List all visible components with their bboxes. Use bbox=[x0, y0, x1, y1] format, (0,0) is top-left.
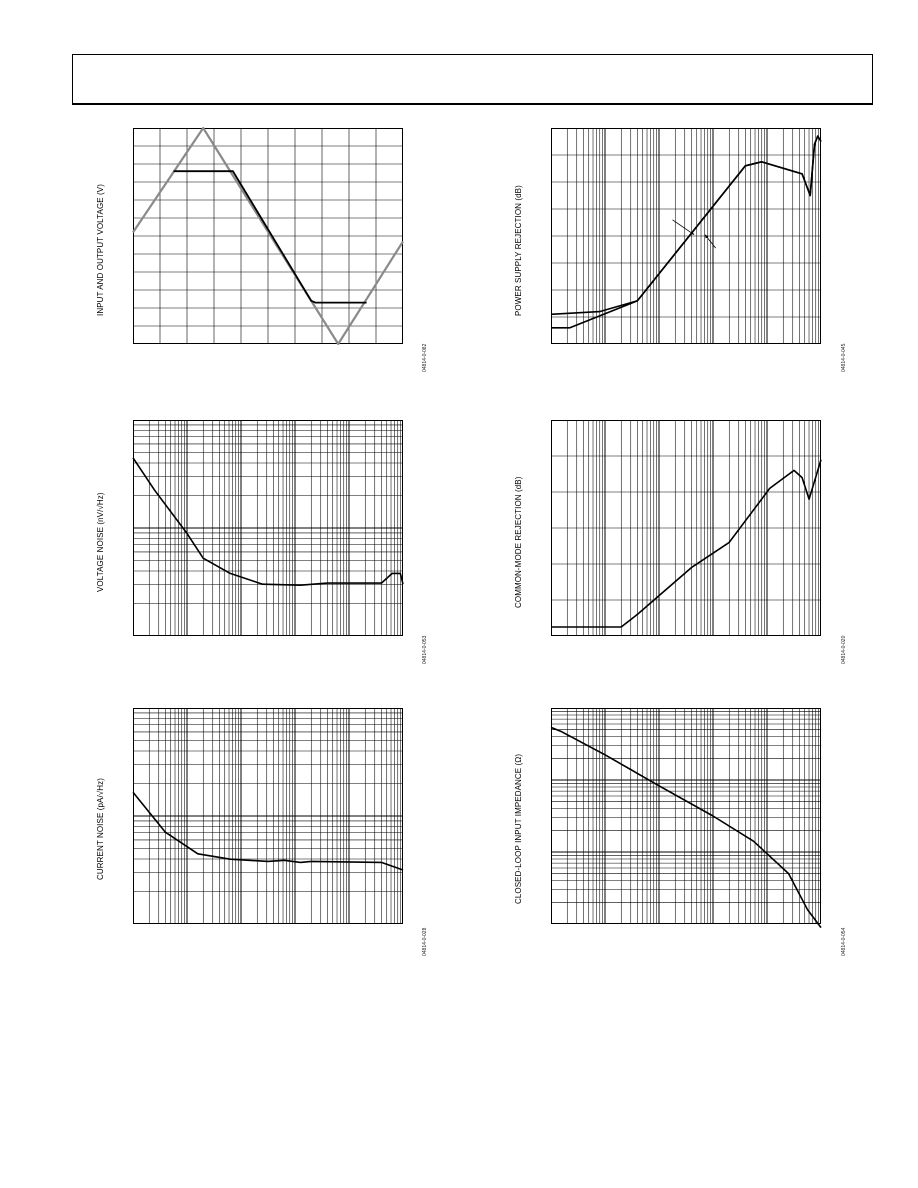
y-axis-label: CLOSED-LOOP INPUT IMPEDANCE (Ω) bbox=[514, 753, 523, 904]
figure-id: 04814-0-020 bbox=[841, 635, 847, 664]
chart-voltage-noise bbox=[133, 420, 403, 636]
chart-plot bbox=[133, 128, 403, 344]
chart-plot bbox=[133, 708, 403, 924]
chart-common-mode-rejection bbox=[551, 420, 821, 636]
figure-id: 04814-0-045 bbox=[841, 343, 847, 372]
figure-id: 04814-0-053 bbox=[422, 635, 428, 664]
y-axis-label: CURRENT NOISE (pA/√Hz) bbox=[96, 777, 105, 880]
chart-plot bbox=[551, 420, 821, 636]
y-axis-label: POWER SUPPLY REJECTION (dB) bbox=[514, 185, 523, 316]
y-axis-label: INPUT AND OUTPUT VOLTAGE (V) bbox=[96, 183, 105, 316]
chart-input-output-voltage bbox=[133, 128, 403, 344]
y-axis-label: COMMON-MODE REJECTION (dB) bbox=[514, 476, 523, 608]
chart-plot bbox=[551, 708, 821, 924]
page-header-box bbox=[72, 54, 873, 105]
chart-power-supply-rejection bbox=[551, 128, 821, 344]
y-axis-label: VOLTAGE NOISE (nV/√Hz) bbox=[96, 492, 105, 592]
figure-id: 04814-0-082 bbox=[422, 343, 428, 372]
figure-id: 04814-0-054 bbox=[841, 927, 847, 956]
chart-closed-loop-input-impedance bbox=[551, 708, 821, 924]
plot-frame bbox=[552, 709, 821, 924]
chart-plot bbox=[133, 420, 403, 636]
figure-id: 04814-0-028 bbox=[422, 927, 428, 956]
chart-plot bbox=[551, 128, 821, 344]
chart-current-noise bbox=[133, 708, 403, 924]
